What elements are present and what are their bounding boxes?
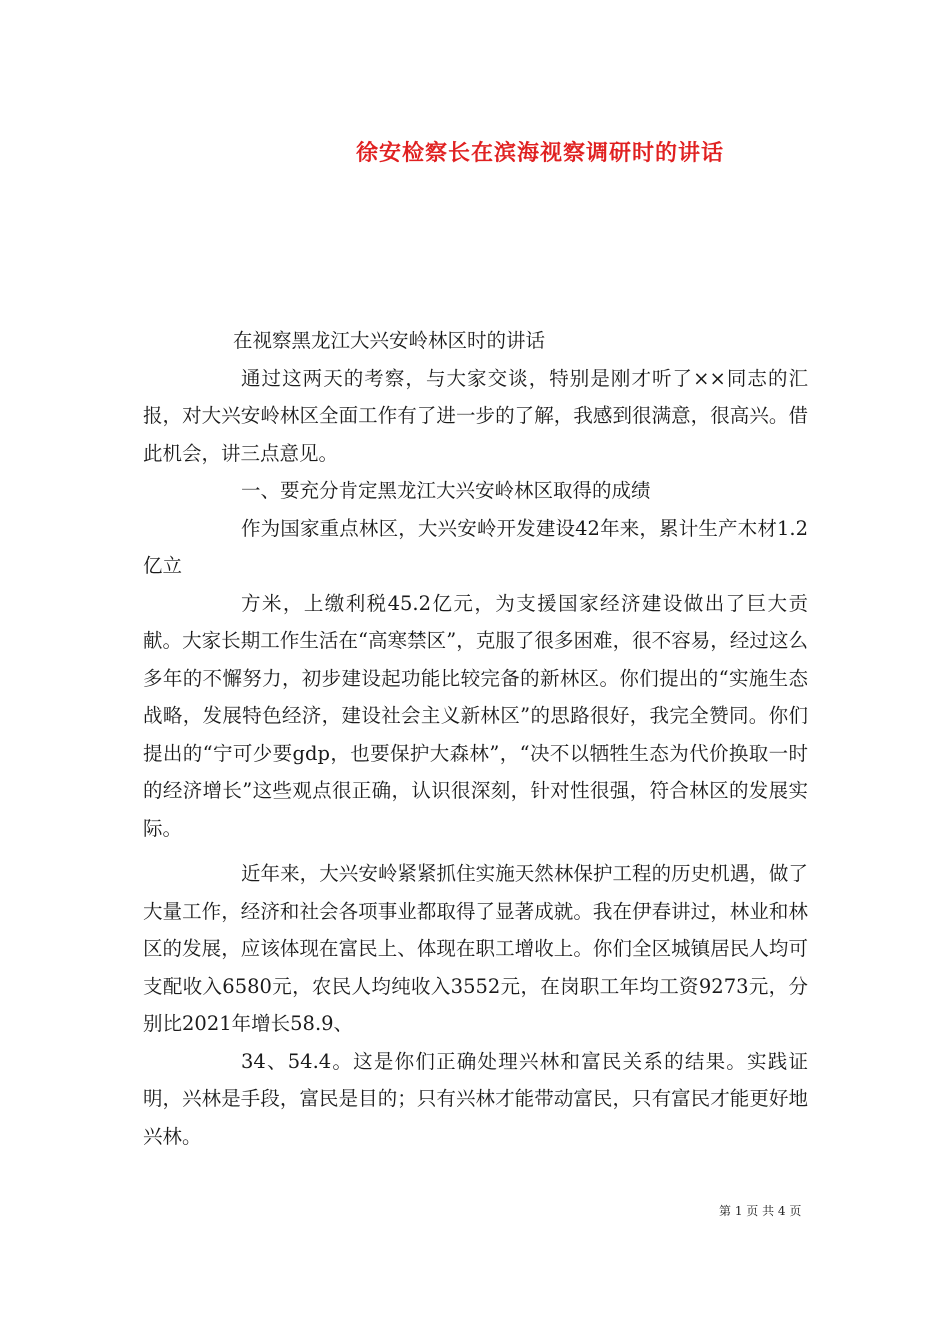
document-body [143, 322, 808, 1155]
paragraph-achievements: 作为国家重点林区，大兴安岭开发建设42年来，累计生产木材1.2亿立 [143, 516, 808, 577]
paragraph-results: 34、54.4。这是你们正确处理兴林和富民关系的结果。实践证明，兴林是手段，富民是目的；只有兴林才能带动富民，只有富民才能更好地兴林。 [143, 1049, 808, 1148]
paragraph-contribution: 方米，上缴利税45.2亿元，为支援国家经济建设做出了巨大贡献。大家长期工作生活在“高寒禁区”，克服了很多困难，很不容易，经过这么多年的不懈努力，初步建设起功能比较完备的新林区。你们提出的“实施生态战略，发展特色经济，建设社会主义新林区”的思路很好，我完全赞同。你们提出的“宁可少要gdp，也要保护大森林”，“决不以牺牲生态为代价换取一时的经济增长”这些观点很正确，认识很深刻，针对性很强，符合林区的发展实际。 [143, 591, 808, 840]
document-title: 徐安检察长在滨海视察调研时的讲话 [355, 140, 724, 166]
paragraph-intro: 通过这两天的考察，与大家交谈，特别是刚才听了××同志的汇报，对大兴安岭林区全面工作有了进一步的了解，我感到很满意，很高兴。借此机会，讲三点意见。 [143, 366, 808, 465]
page-number-footer: 第 1 页 共 4 页 [719, 1204, 802, 1218]
section-heading-1: 一、要充分肯定黑龙江大兴安岭林区取得的成绩 [241, 479, 651, 502]
speech-subtitle: 在视察黑龙江大兴安岭林区时的讲话 [233, 329, 546, 352]
paragraph-recent-years: 近年来，大兴安岭紧紧抓住实施天然林保护工程的历史机遇，做了大量工作，经济和社会各项事业都取得了显著成就。我在伊春讲过，林业和林区的发展，应该体现在富民上、体现在职工增收上。你们全区城镇居民人均可支配收入6580元，农民人均纯收入3552元，在岗职工年均工资9273元，分别比2021年增长58.9、 [143, 862, 808, 1035]
